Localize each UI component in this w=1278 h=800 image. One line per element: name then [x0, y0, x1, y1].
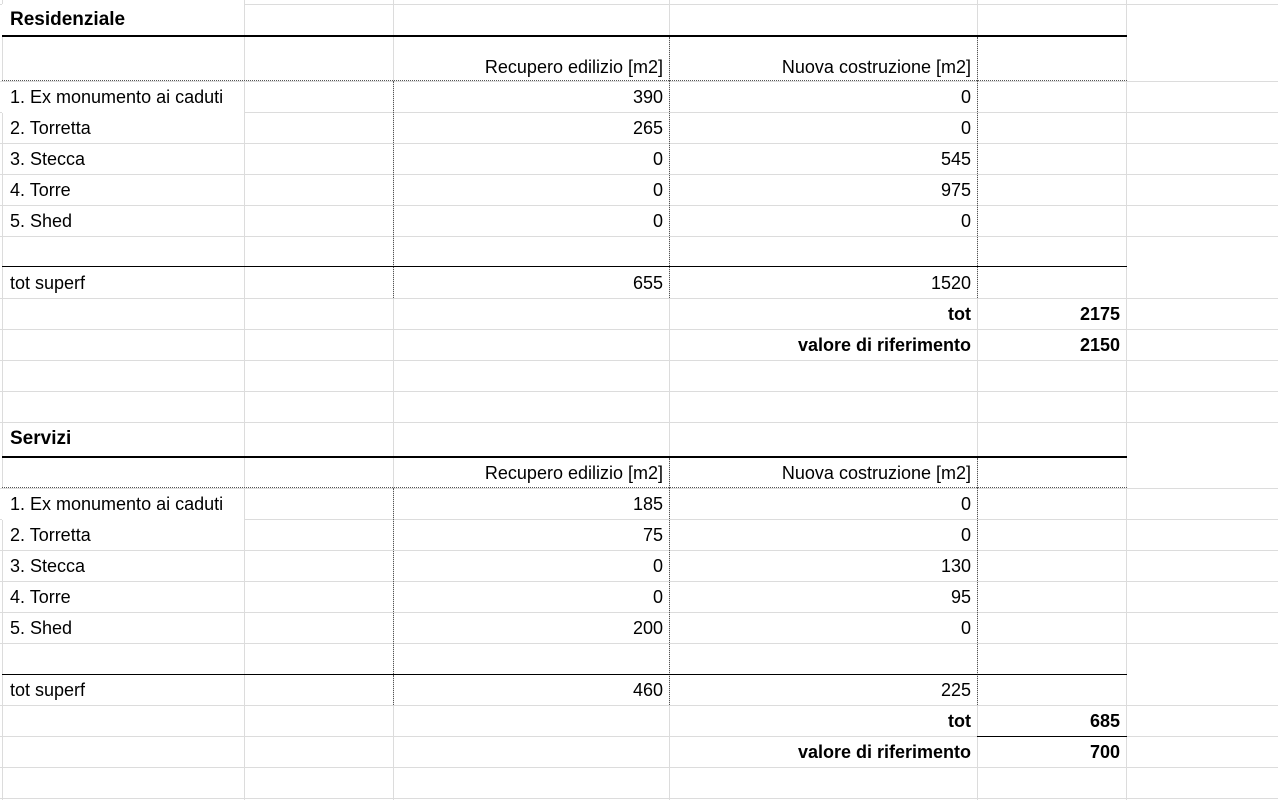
grid-line: [244, 0, 245, 800]
reference-value[interactable]: 700: [1089, 742, 1120, 762]
row-recupero[interactable]: 0: [652, 587, 663, 607]
row-name[interactable]: 1. Ex monumento ai caduti: [2, 489, 244, 520]
column-header-nuova[interactable]: Nuova costruzione [m2]: [781, 57, 971, 77]
row-recupero[interactable]: 185: [632, 494, 663, 514]
row-recupero[interactable]: 0: [652, 149, 663, 169]
column-header-recupero[interactable]: Recupero edilizio [m2]: [484, 463, 663, 483]
total-recupero[interactable]: 460: [632, 680, 663, 700]
section-border: [2, 35, 1127, 37]
row-name[interactable]: 2. Torretta: [10, 525, 91, 545]
section-title[interactable]: Servizi: [10, 428, 72, 449]
grid-line: [1126, 0, 1127, 800]
row-name[interactable]: 5. Shed: [10, 211, 73, 231]
total-nuova[interactable]: 225: [940, 680, 971, 700]
row-nuova[interactable]: 0: [960, 118, 971, 138]
row-name[interactable]: 2. Torretta: [10, 118, 91, 138]
row-name[interactable]: 5. Shed: [10, 618, 73, 638]
row-name[interactable]: 4. Torre: [10, 180, 71, 200]
dotted-border: [977, 488, 978, 705]
row-name[interactable]: 4. Torre: [10, 587, 71, 607]
row-nuova[interactable]: 0: [960, 525, 971, 545]
grand-total-label[interactable]: tot: [948, 304, 971, 324]
row-recupero[interactable]: 200: [632, 618, 663, 638]
total-nuova[interactable]: 1520: [930, 273, 971, 293]
row-recupero[interactable]: 0: [652, 211, 663, 231]
row-nuova[interactable]: 95: [950, 587, 971, 607]
dotted-border: [977, 458, 978, 488]
total-label[interactable]: tot superf: [10, 680, 86, 700]
column-header-nuova[interactable]: Nuova costruzione [m2]: [781, 463, 971, 483]
grid-line: [0, 391, 1278, 392]
row-nuova[interactable]: 0: [960, 618, 971, 638]
grand-total-value[interactable]: 685: [1089, 711, 1120, 731]
row-nuova[interactable]: 0: [960, 211, 971, 231]
row-nuova[interactable]: 130: [940, 556, 971, 576]
total-border: [2, 266, 1127, 267]
row-nuova[interactable]: 545: [940, 149, 971, 169]
row-nuova[interactable]: 0: [960, 494, 971, 514]
row-name[interactable]: 3. Stecca: [10, 149, 86, 169]
grid-line: [0, 798, 1278, 799]
row-name[interactable]: 1. Ex monumento ai caduti: [2, 82, 244, 113]
row-recupero[interactable]: 390: [632, 87, 663, 107]
row-name[interactable]: 3. Stecca: [10, 556, 86, 576]
row-recupero[interactable]: 75: [642, 525, 663, 545]
reference-value[interactable]: 2150: [1079, 335, 1120, 355]
row-recupero[interactable]: 0: [652, 180, 663, 200]
row-nuova[interactable]: 975: [940, 180, 971, 200]
reference-label[interactable]: valore di riferimento: [797, 335, 971, 355]
dotted-border: [977, 37, 978, 81]
column-header-recupero[interactable]: Recupero edilizio [m2]: [484, 57, 663, 77]
grand-total-value[interactable]: 2175: [1079, 304, 1120, 324]
row-recupero[interactable]: 0: [652, 556, 663, 576]
section-title[interactable]: Residenziale: [2, 4, 244, 35]
grand-total-label[interactable]: tot: [948, 711, 971, 731]
total-label[interactable]: tot superf: [10, 273, 86, 293]
row-nuova[interactable]: 0: [960, 87, 971, 107]
reference-label[interactable]: valore di riferimento: [797, 742, 971, 762]
row-recupero[interactable]: 265: [632, 118, 663, 138]
total-recupero[interactable]: 655: [632, 273, 663, 293]
